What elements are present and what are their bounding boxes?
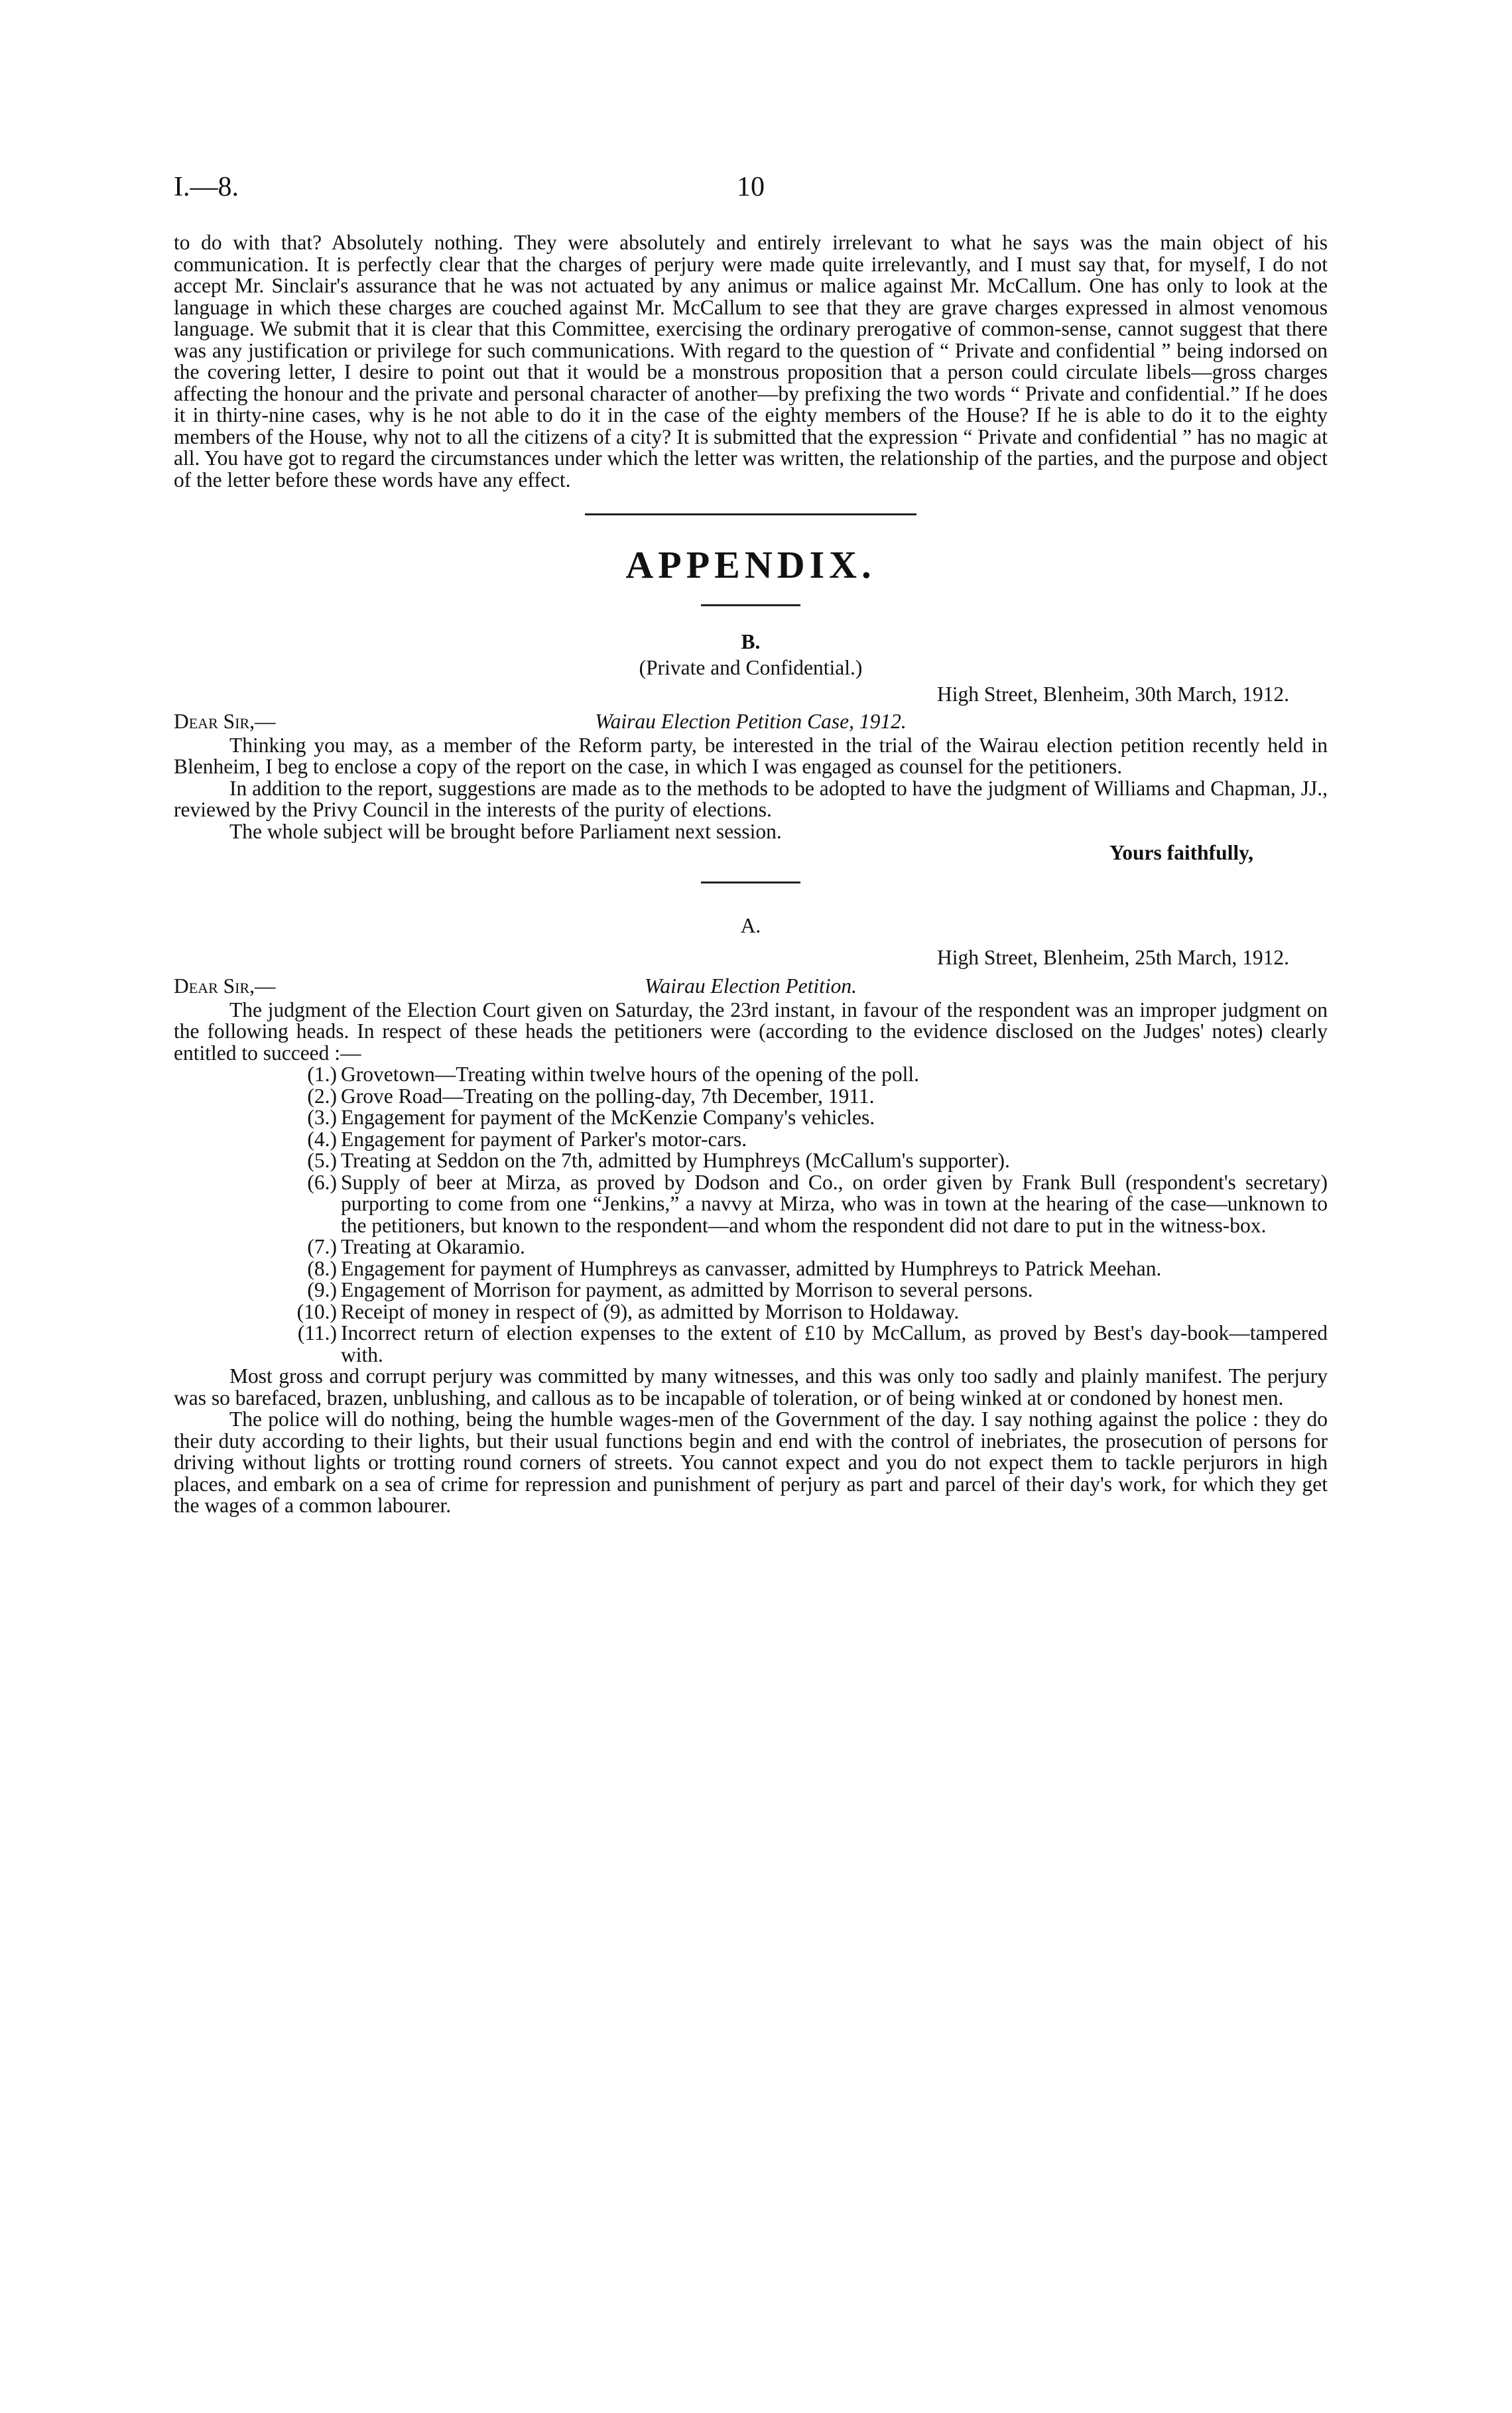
item-text: Treating at Okaramio. (341, 1235, 525, 1258)
item-number: (6.) (307, 1170, 337, 1194)
page-header (174, 171, 1328, 211)
charges-list (174, 1064, 1328, 1366)
letter-address: High Street, Blenheim, 30th March, 1912. (936, 683, 1289, 706)
letter-paragraph: The whole subject will be brought before Parliament next session. (229, 819, 782, 843)
item-number: (11.) (297, 1321, 337, 1344)
salutation: Dear Sir,— (174, 974, 276, 998)
confidential-marking: (Private and Confidential.) (639, 655, 863, 679)
list-item (174, 1129, 1328, 1151)
letter-paragraph: Most gross and corrupt perjury was committed by many witnesses, and this was only too sadly and plainly manifest. The perjury was so barefaced, brazen, unblushing, and callous as to be incapable of toleration, or of being winked at or condoned by honest men. (174, 1364, 1328, 1409)
appendix-heading: APPENDIX. (625, 543, 876, 586)
item-text: Engagement for payment of the McKenzie Company's vehicles. (341, 1106, 875, 1129)
item-text: Engagement of Morrison for payment, as admitted by Morrison to several persons. (341, 1278, 1033, 1301)
item-text: Incorrect return of election expenses to the extent of £10 by McCallum, as proved by Best's day-book—tampered with. (341, 1321, 1328, 1366)
item-number: (5.) (307, 1149, 337, 1172)
list-item (174, 1172, 1328, 1237)
list-item (174, 1064, 1328, 1086)
letter-label: A. (740, 913, 761, 937)
letter-address: High Street, Blenheim, 25th March, 1912. (936, 946, 1289, 969)
section-divider (585, 513, 916, 515)
page-number: 10 (737, 172, 765, 202)
item-number: (1.) (307, 1063, 337, 1086)
item-number: (7.) (307, 1235, 337, 1258)
list-item (174, 1150, 1328, 1172)
salutation: Dear Sir,— (174, 709, 276, 733)
letter-paragraph: The police will do nothing, being the humble wages-men of the Government of the day. I say nothing against the police : they do their duty according to their lights, but their usual functions begin and end with the control of inebriates, the prosecution of persons for driving without lights or trotting round corners of streets. You cannot expect and you do not expect them to tackle perjurors in high places, and embark on a sea of crime for repression and punishment of perjury as part and parcel of their day's work, for which they get the wages of a common labourer. (174, 1407, 1328, 1517)
letter-opening: The judgment of the Election Court given on Saturday, the 23rd instant, in favour of the respondent was an improper judgment on the following heads. In respect of these heads the petitioners were (according to the evidence disclosed on the Judges' notes) clearly entitled to succeed :— (174, 998, 1328, 1065)
list-item (174, 1236, 1328, 1258)
list-item (174, 1301, 1328, 1323)
item-text: Grovetown—Treating within twelve hours of the opening of the poll. (341, 1063, 919, 1086)
list-item (174, 1258, 1328, 1280)
letter-label: B. (741, 630, 761, 653)
heading-rule (701, 604, 800, 606)
item-number: (3.) (307, 1106, 337, 1129)
item-text: Treating at Seddon on the 7th, admitted by Humphreys (McCallum's supporter). (341, 1149, 1010, 1172)
letter-subject: Wairau Election Petition. (645, 974, 857, 998)
list-item (174, 1107, 1328, 1129)
item-number: (2.) (307, 1084, 337, 1108)
letter-a (174, 915, 1328, 1517)
document-reference: I.—8. (174, 172, 239, 202)
list-item (174, 1323, 1328, 1366)
letter-closing: Yours faithfully, (1109, 841, 1253, 864)
item-text: Receipt of money in respect of (9), as admitted by Morrison to Holdaway. (341, 1299, 960, 1323)
item-number: (10.) (296, 1299, 337, 1323)
intro-paragraph: to do with that? Absolutely nothing. They were absolutely and entirely irrelevant to what he says was the main object of his communication. It is perfectly clear that the charges of perjury were made quite irrelevantly, and I must say that, for myself, I do not accept Mr. Sinclair's assurance that he was not actuated by any animus or malice against Mr. McCallum. One has only to look at the language in which these charges are couched against Mr. McCallum to see that they are grave charges expressed in almost venomous language. We submit that it is clear that this Committee, exercising the ordinary prerogative of common-sense, cannot suggest that there was any justification or privilege for such communications. With regard to the question of “ Private and confidential ” being indorsed on the covering letter, I desire to point out that it would be a monstrous proposition that a person could circulate libels—gross charges affecting the honour and the private and personal character of another—by prefixing the two words “ Private and confidential.” If he does it in thirty-nine cases, why is he not able to do it in the case of the eighty members of the House? If he is able to do it to the eighty members of the House, why not to all the citizens of a city? It is submitted that the expression “ Private and confidential ” has no magic at all. You have got to regard the circumstances under which the letter was written, the relationship of the parties, and the purpose and object of the letter before these words have any effect. (174, 231, 1328, 491)
letter-paragraph: Thinking you may, as a member of the Reform party, be interested in the trial of the Wairau election petition recently held in Blenheim, I beg to enclose a copy of the report on the case, in which I was engaged as counsel for the petitioners. (174, 733, 1328, 778)
item-text: Grove Road—Treating on the polling-day, 7th December, 1911. (341, 1084, 875, 1108)
item-text: Supply of beer at Mirza, as proved by Dodson and Co., on order given by Frank Bull (respondent's secretary) purporting to come from one “Jenkins,” a navvy at Mirza, who was in town at the hearing of the case—unknown to the petitioners, but known to the respondent—and whom the respondent did not dare to put in the witness-box. (341, 1170, 1328, 1237)
letter-subject: Wairau Election Petition Case, 1912. (595, 709, 907, 733)
salutation-row (174, 976, 1328, 1000)
letter-b (174, 631, 1328, 864)
item-number: (9.) (307, 1278, 337, 1301)
list-item (174, 1279, 1328, 1301)
page-body (174, 232, 1328, 1517)
item-text: Engagement for payment of Humphreys as canvasser, admitted by Humphreys to Patrick Meehan. (341, 1256, 1162, 1280)
list-item (174, 1086, 1328, 1108)
item-number: (4.) (307, 1127, 337, 1151)
item-text: Engagement for payment of Parker's motor-cars. (341, 1127, 747, 1151)
letter-paragraph: In addition to the report, suggestions are made as to the methods to be adopted to have the judgment of Williams and Chapman, JJ., reviewed by the Privy Council in the interests of the purity of elections. (174, 776, 1328, 821)
item-number: (8.) (307, 1256, 337, 1280)
salutation-row (174, 711, 1328, 735)
letter-divider (701, 881, 800, 883)
